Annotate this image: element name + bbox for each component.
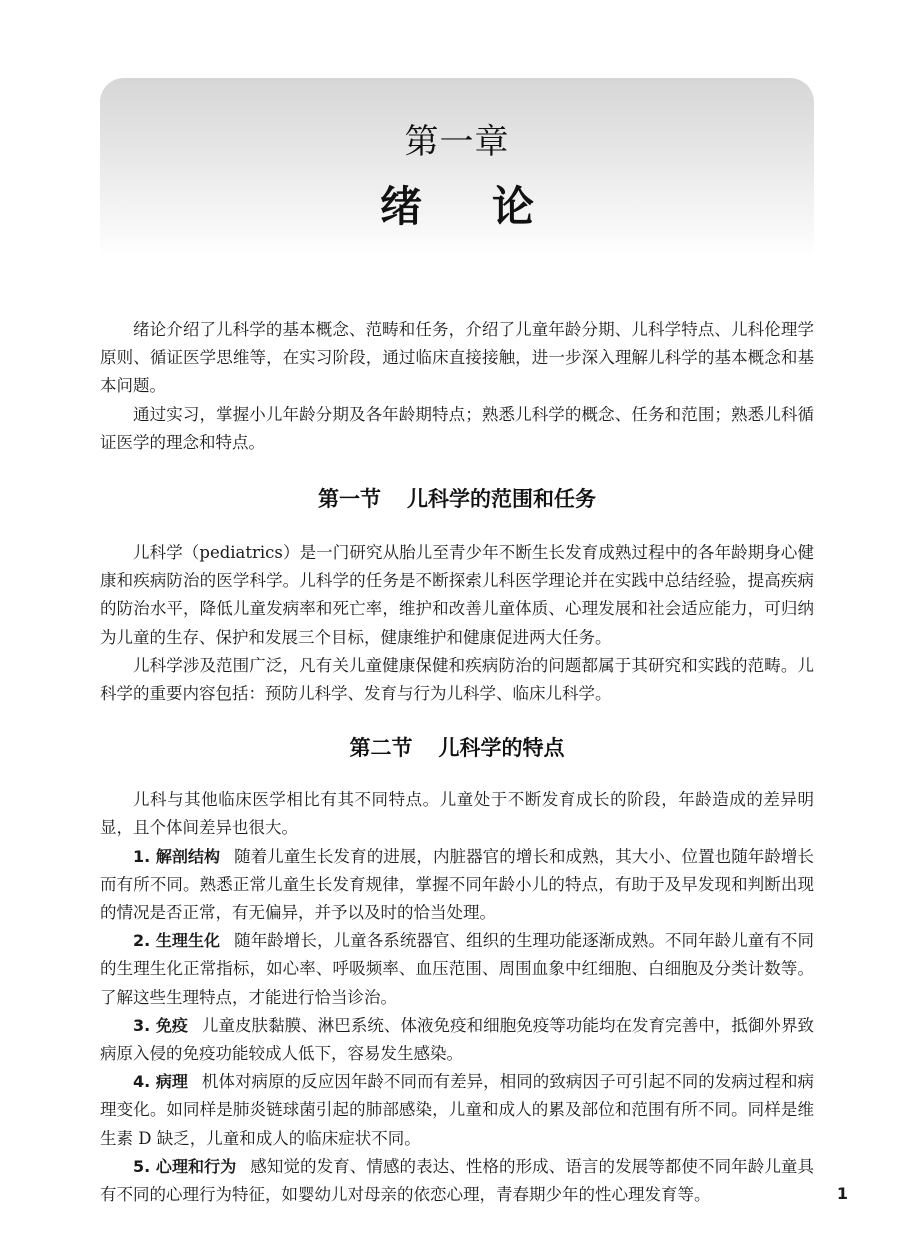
section-heading <box>100 483 814 513</box>
item-heading: 3. 免疫 <box>133 1015 188 1035</box>
chapter-title: 绪论 <box>379 182 604 231</box>
item-heading: 1. 解剖结构 <box>133 846 221 866</box>
list-item <box>100 927 814 1012</box>
chapter-banner <box>100 78 814 256</box>
item-text: 机体对病原的反应因年龄不同而有差异，相同的致病因子可引起不同的发病过程和病理变化。如同样是肺炎链球菌引起的肺部感染，儿童和成人的累及部位和范围有所不同。同样是维生素 D 缺乏，儿童和成人的临床症状不同。 <box>100 1072 814 1148</box>
chapter-number: 第一章 <box>404 122 510 162</box>
body-paragraph: 儿科与其他临床医学相比有其不同特点。儿童处于不断发育成长的阶段，年龄造成的差异明显，且个体间差异也很大。 <box>100 790 814 838</box>
item-heading: 4. 病理 <box>133 1072 188 1092</box>
list-item <box>100 1012 814 1068</box>
item-text: 随年龄增长，儿童各系统器官、组织的生理功能逐渐成熟。不同年龄儿童有不同的生理生化正常指标，如心率、呼吸频率、血压范围、周围血象中红细胞、白细胞及分类计数等。了解这些生理特点，才能进行恰当诊治。 <box>100 931 814 1007</box>
section-title: 儿科学的范围和任务 <box>407 487 596 512</box>
list-item <box>100 1068 814 1153</box>
section-heading <box>100 732 814 762</box>
body-paragraph: 儿科学（pediatrics）是一门研究从胎儿至青少年不断生长发育成熟过程中的各年龄期身心健康和疾病防治的医学科学。儿科学的任务是不断探索儿科医学理论并在实践中总结经验，提高疾病的防治水平，降低儿童发病率和死亡率，维护和改善儿童体质、心理发展和社会适应能力，可归纳为儿童的生存、保护和发展三个目标，健康维护和健康促进两大任务。 <box>100 543 814 647</box>
intro-paragraph: 绪论介绍了儿科学的基本概念、范畴和任务，介绍了儿童年龄分期、儿科学特点、儿科伦理学原则、循证医学思维等，在实习阶段，通过临床直接接触，进一步深入理解儿科学的基本概念和基本问题。 <box>100 320 814 396</box>
item-heading: 5. 心理和行为 <box>133 1156 237 1176</box>
item-text: 感知觉的发育、情感的表达、性格的形成、语言的发展等都使不同年龄儿童具有不同的心理行为特征，如婴幼儿对母亲的依恋心理，青春期少年的性心理发育等。 <box>100 1156 814 1205</box>
item-text: 儿童皮肤黏膜、淋巴系统、体液免疫和细胞免疫等功能均在发育完善中，抵御外界致病原入侵的免疫功能较成人低下，容易发生感染。 <box>100 1015 814 1064</box>
item-text: 随着儿童生长发育的进展，内脏器官的增长和成熟，其大小、位置也随年龄增长而有所不同。熟悉正常儿童生长发育规律，掌握不同年龄小儿的特点，有助于及早发现和判断出现的情况是否正常，有无偏异，并予以及时的恰当处理。 <box>100 846 814 923</box>
item-heading: 2. 生理生化 <box>133 931 221 951</box>
list-item <box>100 1153 814 1209</box>
intro-paragraph: 通过实习，掌握小儿年龄分期及各年龄期特点；熟悉儿科学的概念、任务和范围；熟悉儿科循证医学的理念和特点。 <box>100 404 814 452</box>
page-number: 1 <box>836 1184 848 1203</box>
section-number: 第一节 <box>318 487 381 512</box>
body-paragraph: 儿科学涉及范围广泛，凡有关儿童健康保健和疾病防治的问题都属于其研究和实践的范畴。儿科学的重要内容包括：预防儿科学、发育与行为儿科学、临床儿科学。 <box>100 655 814 704</box>
page-content <box>100 316 814 1209</box>
section-title: 儿科学的特点 <box>438 736 565 761</box>
list-item <box>100 843 814 928</box>
section-number: 第二节 <box>349 736 413 761</box>
